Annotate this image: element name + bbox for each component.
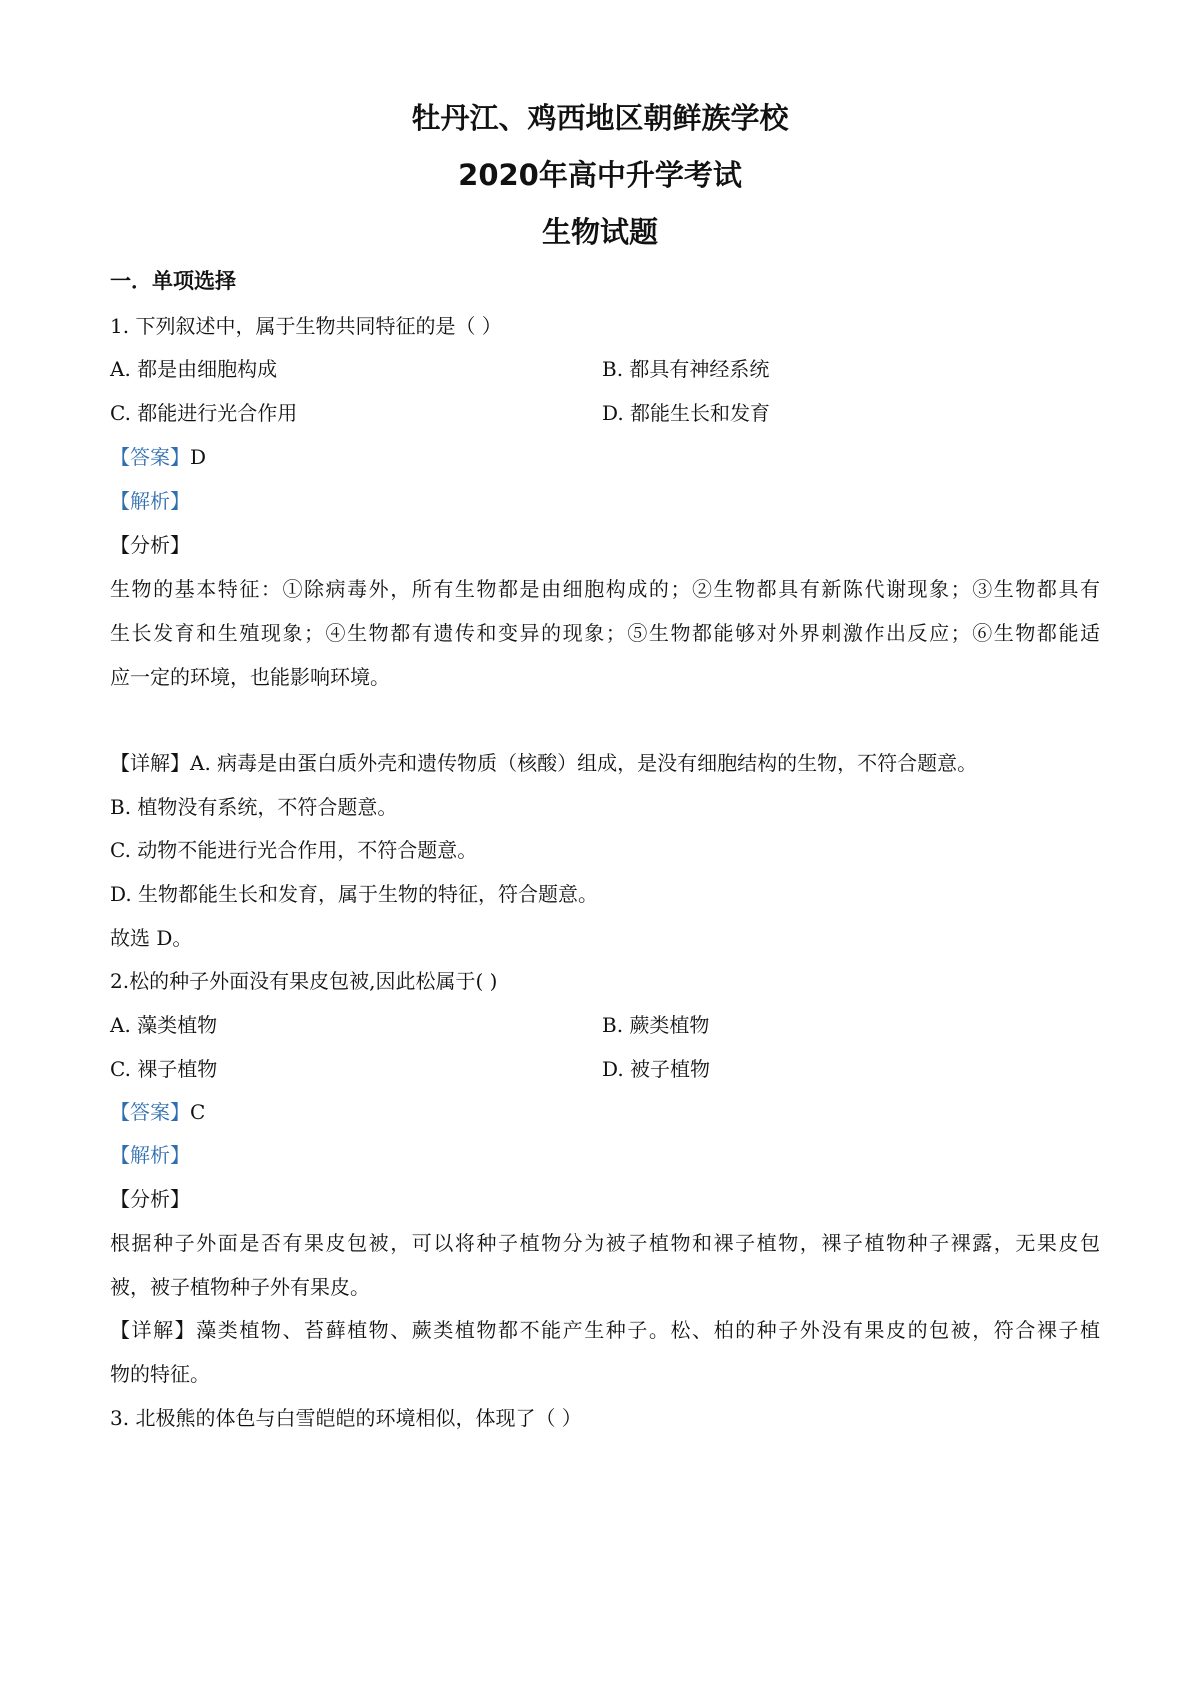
document-title-line3: 生物试题 (541, 215, 658, 249)
q1-answer-value: D (190, 445, 207, 469)
q1-answer (110, 442, 1100, 472)
section-heading: 一．单项选择 (110, 269, 236, 293)
q2-answer-value: C (190, 1100, 206, 1124)
question-2-stem: 2.松的种子外面没有果皮包被,因此松属于( ) (110, 969, 498, 993)
q2-detail-line: 物的特征。 (110, 1362, 210, 1386)
q1-detail-line (110, 748, 1100, 778)
q1-detail-label: 【详解】 (110, 751, 190, 775)
q2-fenxi-label: 【分析】 (110, 1187, 190, 1211)
q1-detail-line: 故选 D。 (110, 926, 193, 950)
q2-answer-label: 【答案】 (110, 1100, 190, 1124)
q1-fenxi-line: 应一定的环境，也能影响环境。 (110, 665, 390, 689)
document-title-line1: 牡丹江、鸡西地区朝鲜族学校 (411, 101, 789, 135)
document-title-line2: 2020年高中升学考试 (458, 158, 742, 192)
q1-fenxi-label: 【分析】 (110, 533, 190, 557)
q2-option-b: B. 蕨类植物 (602, 1013, 710, 1037)
q1-detail-line: C. 动物不能进行光合作用，不符合题意。 (110, 838, 478, 862)
q1-fenxi-line: 生物的基本特征：①除病毒外，所有生物都是由细胞构成的；②生物都具有新陈代谢现象；③生物都具有 (110, 577, 1100, 601)
q1-detail-line: D. 生物都能生长和发育，属于生物的特征，符合题意。 (110, 882, 599, 906)
q1-option-a: A. 都是由细胞构成 (110, 357, 278, 381)
q1-detail-text: A. 病毒是由蛋白质外壳和遗传物质（核酸）组成，是没有细胞结构的生物，不符合题意。 (190, 751, 978, 775)
q2-option-c: C. 裸子植物 (110, 1057, 218, 1081)
q2-option-a: A. 藻类植物 (110, 1013, 218, 1037)
q1-detail-line: B. 植物没有系统，不符合题意。 (110, 795, 398, 819)
q2-detail-label: 【详解】 (110, 1318, 197, 1342)
q1-option-b: B. 都具有神经系统 (602, 357, 770, 381)
q1-option-c: C. 都能进行光合作用 (110, 401, 298, 425)
q1-analysis-label: 【解析】 (110, 489, 190, 513)
q2-fenxi-line: 被，被子植物种子外有果皮。 (110, 1275, 370, 1299)
question-3-stem: 3. 北极熊的体色与白雪皑皑的环境相似，体现了（ ） (110, 1406, 582, 1430)
q2-fenxi-line: 根据种子外面是否有果皮包被，可以将种子植物分为被子植物和裸子植物，裸子植物种子裸露，无果皮包 (110, 1231, 1100, 1255)
question-1-stem: 1. 下列叙述中，属于生物共同特征的是（ ） (110, 314, 502, 338)
q1-option-d: D. 都能生长和发育 (602, 401, 771, 425)
q2-detail-text: 藻类植物、苔藓植物、蕨类植物都不能产生种子。松、柏的种子外没有果皮的包被，符合裸子植 (196, 1318, 1101, 1342)
q2-analysis-label: 【解析】 (110, 1143, 190, 1167)
q2-answer (110, 1097, 1100, 1127)
q1-fenxi-line: 生长发育和生殖现象；④生物都有遗传和变异的现象；⑤生物都能够对外界刺激作出反应；⑥生物都能适 (110, 621, 1100, 645)
q2-detail-line (110, 1315, 1100, 1345)
q1-answer-label: 【答案】 (110, 445, 190, 469)
q2-option-d: D. 被子植物 (602, 1057, 711, 1081)
